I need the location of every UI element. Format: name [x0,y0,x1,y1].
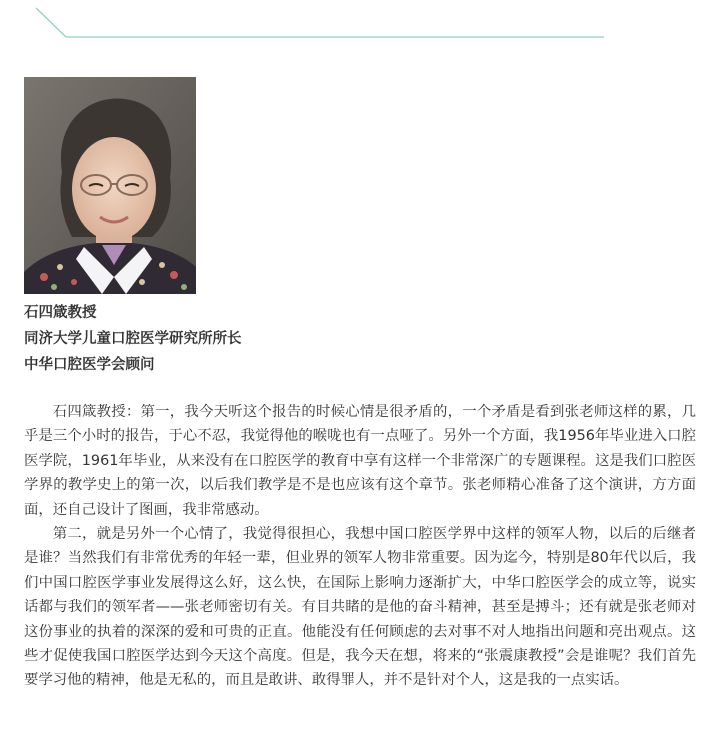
portrait-photo [24,77,196,294]
paragraph: 第二，就是另外一个心情了，我觉得很担心，我想中国口腔医学界中这样的领军人物，以后的后继者是谁？当然我们有非常优秀的年轻一辈，但业界的领军人物非常重要。因为迄今，特别是80年代以后，我们中国口腔医学事业发展得这么好，这么快，在国际上影响力逐渐扩大，中华口腔医学会的成立等，说实话都与我们的领军者——张老师密切有关。有目共睹的是他的奋斗精神，甚至是搏斗；还有就是张老师对这份事业的执着的深深的爱和可贵的正直。他能没有任何顾虑的去对事不对人地指出问题和亮出观点。这些才促使我国口腔医学达到今天这个高度。但是，我今天在想，将来的“张震康教授”会是谁呢？我们首先要学习他的精神，他是无私的，而且是敢讲、敢得罪人，并不是针对个人，这是我的一点实话。 [24,526,696,689]
person-name: 石四箴教授 [24,305,97,321]
paragraph: 石四箴教授：第一，我今天听这个报告的时候心情是很矛盾的，一个矛盾是看到张老师这样的累，几乎是三个小时的报告，于心不忍，我觉得他的喉咙也有一点哑了。另外一个方面，我1956年毕业进入口腔医学院，1961年毕业，从来没有在口腔医学的教育中享有这样一个非常深广的专题课程。这是我们口腔医学界的教学史上的第一次，以后我们教学是不是也应该有这个章节。张老师精心准备了这个演讲，方方面面，还自己设计了图画，我非常感动。 [24,404,696,518]
person-caption [24,300,624,378]
person-role: 中华口腔医学会顾问 [24,357,155,373]
person-position: 同济大学儿童口腔医学研究所所长 [24,331,242,347]
header-divider-line [30,6,605,42]
article-body [24,400,696,693]
